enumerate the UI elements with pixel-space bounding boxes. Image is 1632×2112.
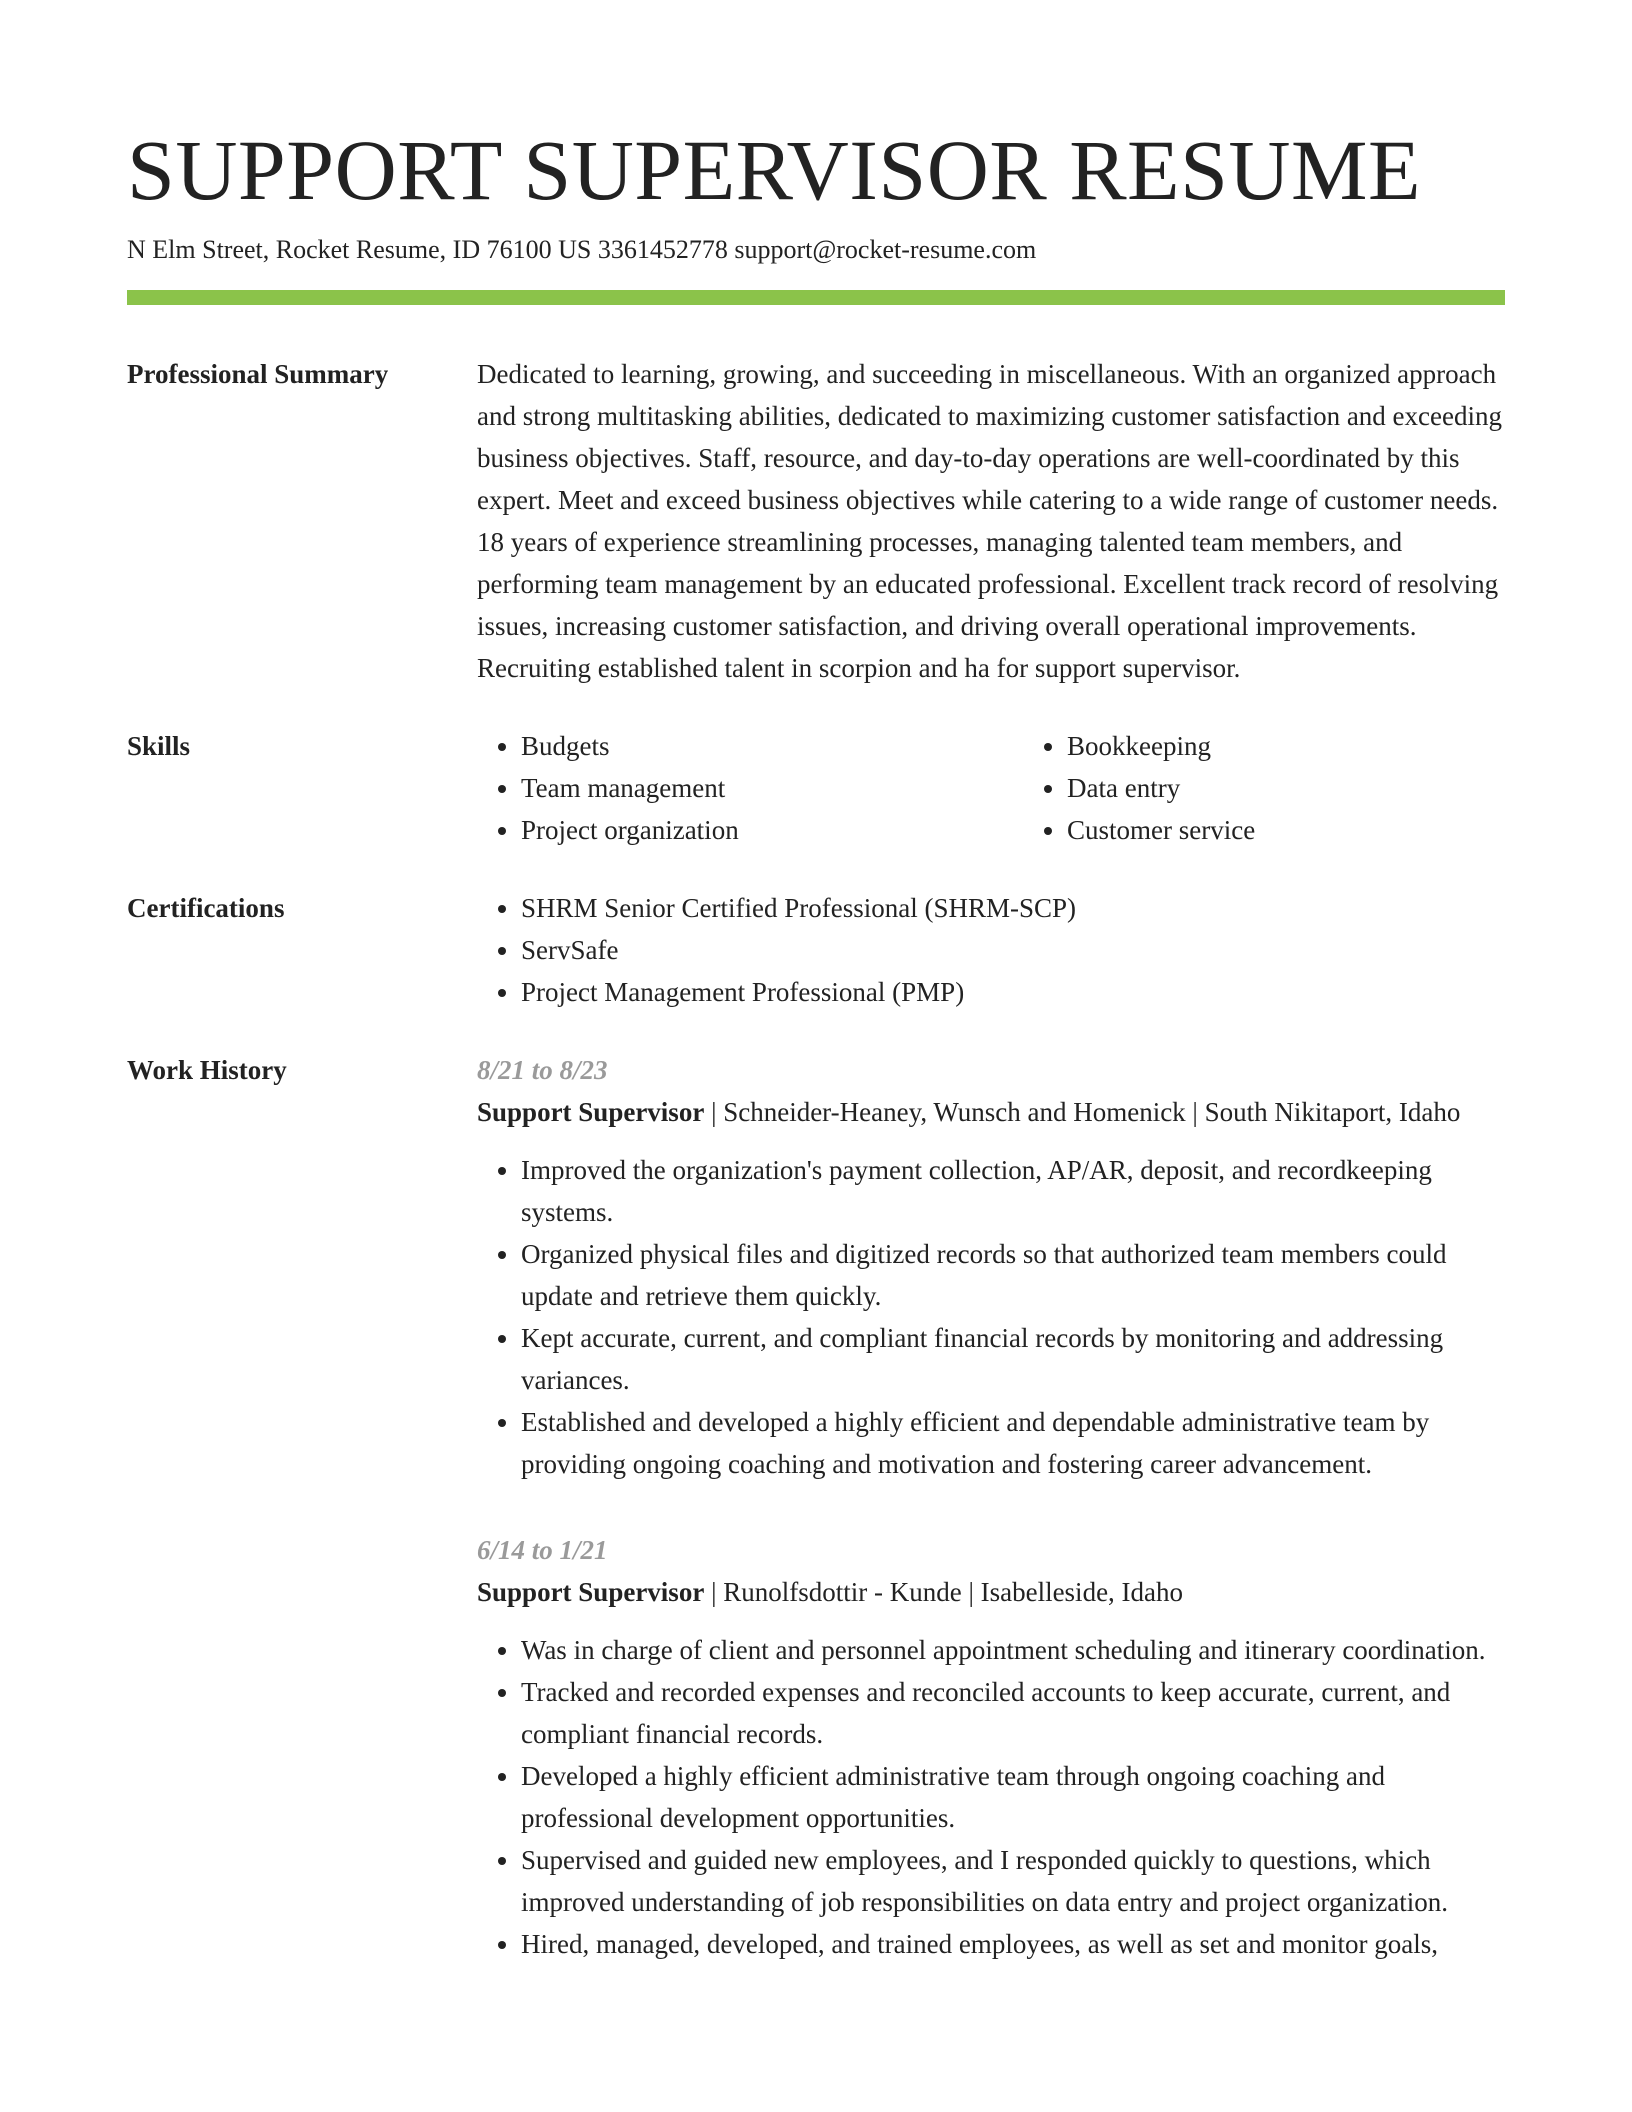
job-details: | Schneider-Heaney, Wunsch and Homenick | South Nikitaport, Idaho: [704, 1097, 1461, 1127]
skills-grid: [477, 725, 1569, 851]
job-bullets: [477, 1149, 1505, 1485]
job-bullet: • Improved the organization's payment collection, AP/AR, deposit, and recordkeeping systems.: [521, 1149, 1505, 1233]
job-entry: [477, 1049, 1505, 1485]
certifications-heading: Certifications: [127, 893, 285, 923]
certification-item: • Project Management Professional (PMP): [521, 971, 1505, 1013]
skills-column-1: [477, 725, 1023, 851]
contact-line: N Elm Street, Rocket Resume, ID 76100 US 3361452778 support@rocket-resume.com: [127, 235, 1037, 264]
job-heading: [477, 1091, 1505, 1133]
certification-item: • ServSafe: [521, 929, 1505, 971]
skills-section: [127, 725, 1505, 851]
summary-heading: Professional Summary: [127, 359, 389, 389]
job-dates: 6/14 to 1/21: [477, 1535, 608, 1565]
skill-item: • Budgets: [521, 725, 1023, 767]
summary-section: [127, 353, 1505, 689]
certifications-section: [127, 887, 1505, 1013]
job-bullet: • Organized physical files and digitized records so that authorized team members could update and retrieve them quickly.: [521, 1233, 1505, 1317]
certification-item: • SHRM Senior Certified Professional (SHRM-SCP): [521, 887, 1505, 929]
job-bullet: • Developed a highly efficient administrative team through ongoing coaching and professional development opportunities.: [521, 1755, 1505, 1839]
skills-column-2: [1023, 725, 1569, 851]
job-bullet: • Supervised and guided new employees, and I responded quickly to questions, which improved understanding of job responsibilities on data entry and project organization.: [521, 1839, 1505, 1923]
summary-body: [477, 353, 1505, 689]
job-heading: [477, 1571, 1505, 1613]
skill-item: • Project organization: [521, 809, 1023, 851]
certifications-list: [477, 887, 1505, 1013]
job-details: | Runolfsdottir - Kunde | Isabelleside, Idaho: [704, 1577, 1184, 1607]
accent-divider: [127, 290, 1505, 305]
job-title: Support Supervisor: [477, 1097, 705, 1127]
job-title: Support Supervisor: [477, 1577, 705, 1607]
skill-item: • Data entry: [1067, 767, 1569, 809]
work-history-heading: Work History: [127, 1055, 287, 1085]
skill-item: • Bookkeeping: [1067, 725, 1569, 767]
certifications-body: [477, 887, 1505, 1013]
job-bullet: • Was in charge of client and personnel appointment scheduling and itinerary coordination.: [521, 1629, 1505, 1671]
skill-item: • Customer service: [1067, 809, 1569, 851]
skill-item: • Team management: [521, 767, 1023, 809]
job-bullets: [477, 1629, 1505, 1965]
job-bullet: • Tracked and recorded expenses and reconciled accounts to keep accurate, current, and compliant financial records.: [521, 1671, 1505, 1755]
skills-heading: Skills: [127, 731, 191, 761]
job-entry: [477, 1529, 1505, 1965]
job-bullet: • Hired, managed, developed, and trained employees, as well as set and monitor goals,: [521, 1923, 1505, 1965]
job-dates: 8/21 to 8/23: [477, 1055, 608, 1085]
job-bullet: • Established and developed a highly efficient and dependable administrative team by providing ongoing coaching and motivation and fostering career advancement.: [521, 1401, 1505, 1485]
job-bullet: • Kept accurate, current, and compliant financial records by monitoring and addressing variances.: [521, 1317, 1505, 1401]
resume-title: SUPPORT SUPERVISOR RESUME: [127, 122, 1422, 218]
work-history-section: [127, 1049, 1505, 2009]
work-history-body: [477, 1049, 1505, 2009]
summary-text: Dedicated to learning, growing, and succeeding in miscellaneous. With an organized approach and strong multitasking abilities, dedicated to maximizing customer satisfaction and exceeding business objectives. Staff, resource, and day-to-day operations are well-coordinated by this expert. Meet and exceed business objectives while catering to a wide range of customer needs. 18 years of experience streamlining processes, managing talented team members, and performing team management by an educated professional. Excellent track record of resolving issues, increasing customer satisfaction, and driving overall operational improvements. Recruiting established talent in scorpion and ha for support supervisor.: [477, 359, 1502, 683]
